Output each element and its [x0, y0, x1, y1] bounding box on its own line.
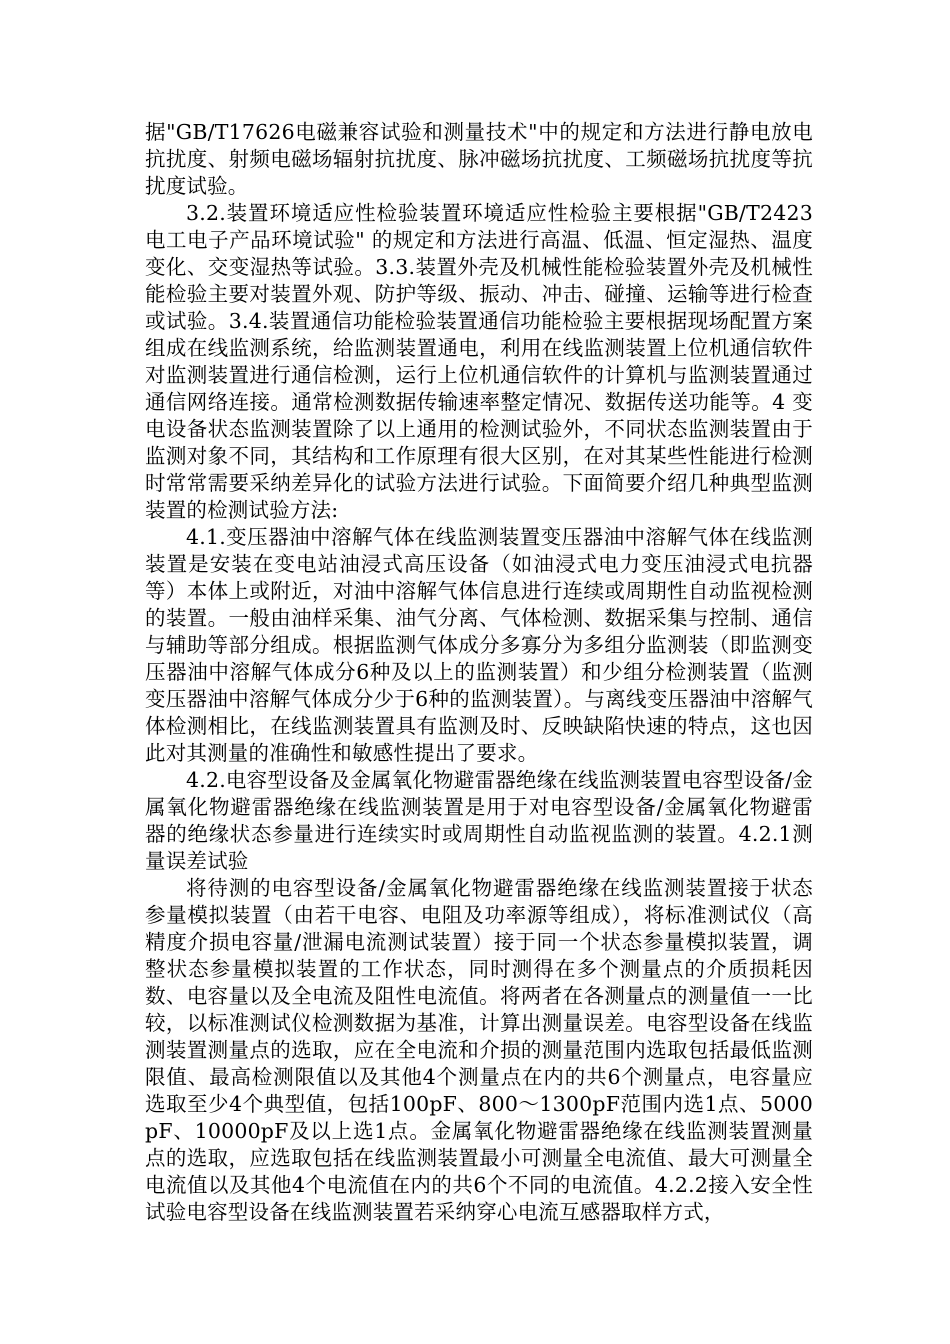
paragraph-4: 4.2.电容型设备及金属氧化物避雷器绝缘在线监测装置电容型设备/金属氧化物避雷器绝缘在线监测装置是用于对电容型设备/金属氧化物避雷器的绝缘状态参量进行连续实时或周期性自动监视监测的装置。4.2.1测量误差试验 — [145, 768, 813, 873]
paragraph-2: 3.2.装置环境适应性检验装置环境适应性检验主要根据"GB/T2423电工电子产品环境试验" 的规定和方法进行高温、低温、恒定湿热、温度变化、交变湿热等试验。3.3.装置外壳及机械性能检验装置外壳及机械性能检验主要对装置外观、防护等级、振动、冲击、碰撞、运输等进行检查或试验。3.4.装置通信功能检验装置通信功能检验主要根据现场配置方案组成在线监测系统，给监测装置通电，利用在线监测装置上位机通信软件对监测装置进行通信检测，运行上位机通信软件的计算机与监测装置通过通信网络连接。通常检测数据传输速率整定情况、数据传送功能等。4 变电设备状态监测装置除了以上通用的检测试验外，不同状态监测装置由于监测对象不同，其结构和工作原理有很大区别，在对其某些性能进行检测时常常需要采纳差异化的试验方法进行试验。下面简要介绍几种典型监测装置的检测试验方法: — [145, 201, 813, 522]
paragraph-1: 据"GB/T17626电磁兼容试验和测量技术"中的规定和方法进行静电放电抗扰度、射频电磁场辐射抗扰度、脉冲磁场抗扰度、工频磁场抗扰度等抗扰度试验。 — [145, 120, 813, 198]
paragraph-5: 将待测的电容型设备/金属氧化物避雷器绝缘在线监测装置接于状态参量模拟装置（由若干电容、电阻及功率源等组成），将标准测试仪（高精度介损电容量/泄漏电流测试装置）接于同一个状态参量模拟装置，调整状态参量模拟装置的工作状态，同时测得在多个测量点的介质损耗因数、电容量以及全电流及阻性电流值。将两者在各测量点的测量值一一比较，以标准测试仪检测数据为基准，计算出测量误差。电容型设备在线监测装置测量点的选取，应在全电流和介损的测量范围内选取包括最低监测限值、最高检测限值以及其他4个测量点在内的共6个测量点，电容量应选取至少4个典型值，包括100pF、800～1300pF范围内选1点、5000pF、10000pF及以上选1点。金属氧化物避雷器绝缘在线监测装置测量点的选取，应选取包括在线监测装置最小可测量全电流值、最大可测量全电流值以及其他4个电流值在内的共6个不同的电流值。4.2.2接入安全性试验电容型设备在线监测装置若采纳穿心电流互感器取样方式， — [145, 876, 813, 1224]
paragraph-3: 4.1.变压器油中溶解气体在线监测装置变压器油中溶解气体在线监测装置是安装在变电站油浸式高压设备（如油浸式电力变压油浸式电抗器等）本体上或附近，对油中溶解气体信息进行连续或周期性自动监视检测的装置。一般由油样采集、油气分离、气体检测、数据采集与控制、通信与辅助等部分组成。根据监测气体成分多寡分为多组分监测装（即监测变压器油中溶解气体成分6种及以上的监测装置）和少组分检测装置（监测变压器油中溶解气体成分少于6种的监测装置）。与离线变压器油中溶解气体检测相比，在线监测装置具有监测及时、反映缺陷快速的特点，这也因此对其测量的准确性和敏感性提出了要求。 — [145, 525, 813, 765]
body-text — [145, 119, 813, 1226]
